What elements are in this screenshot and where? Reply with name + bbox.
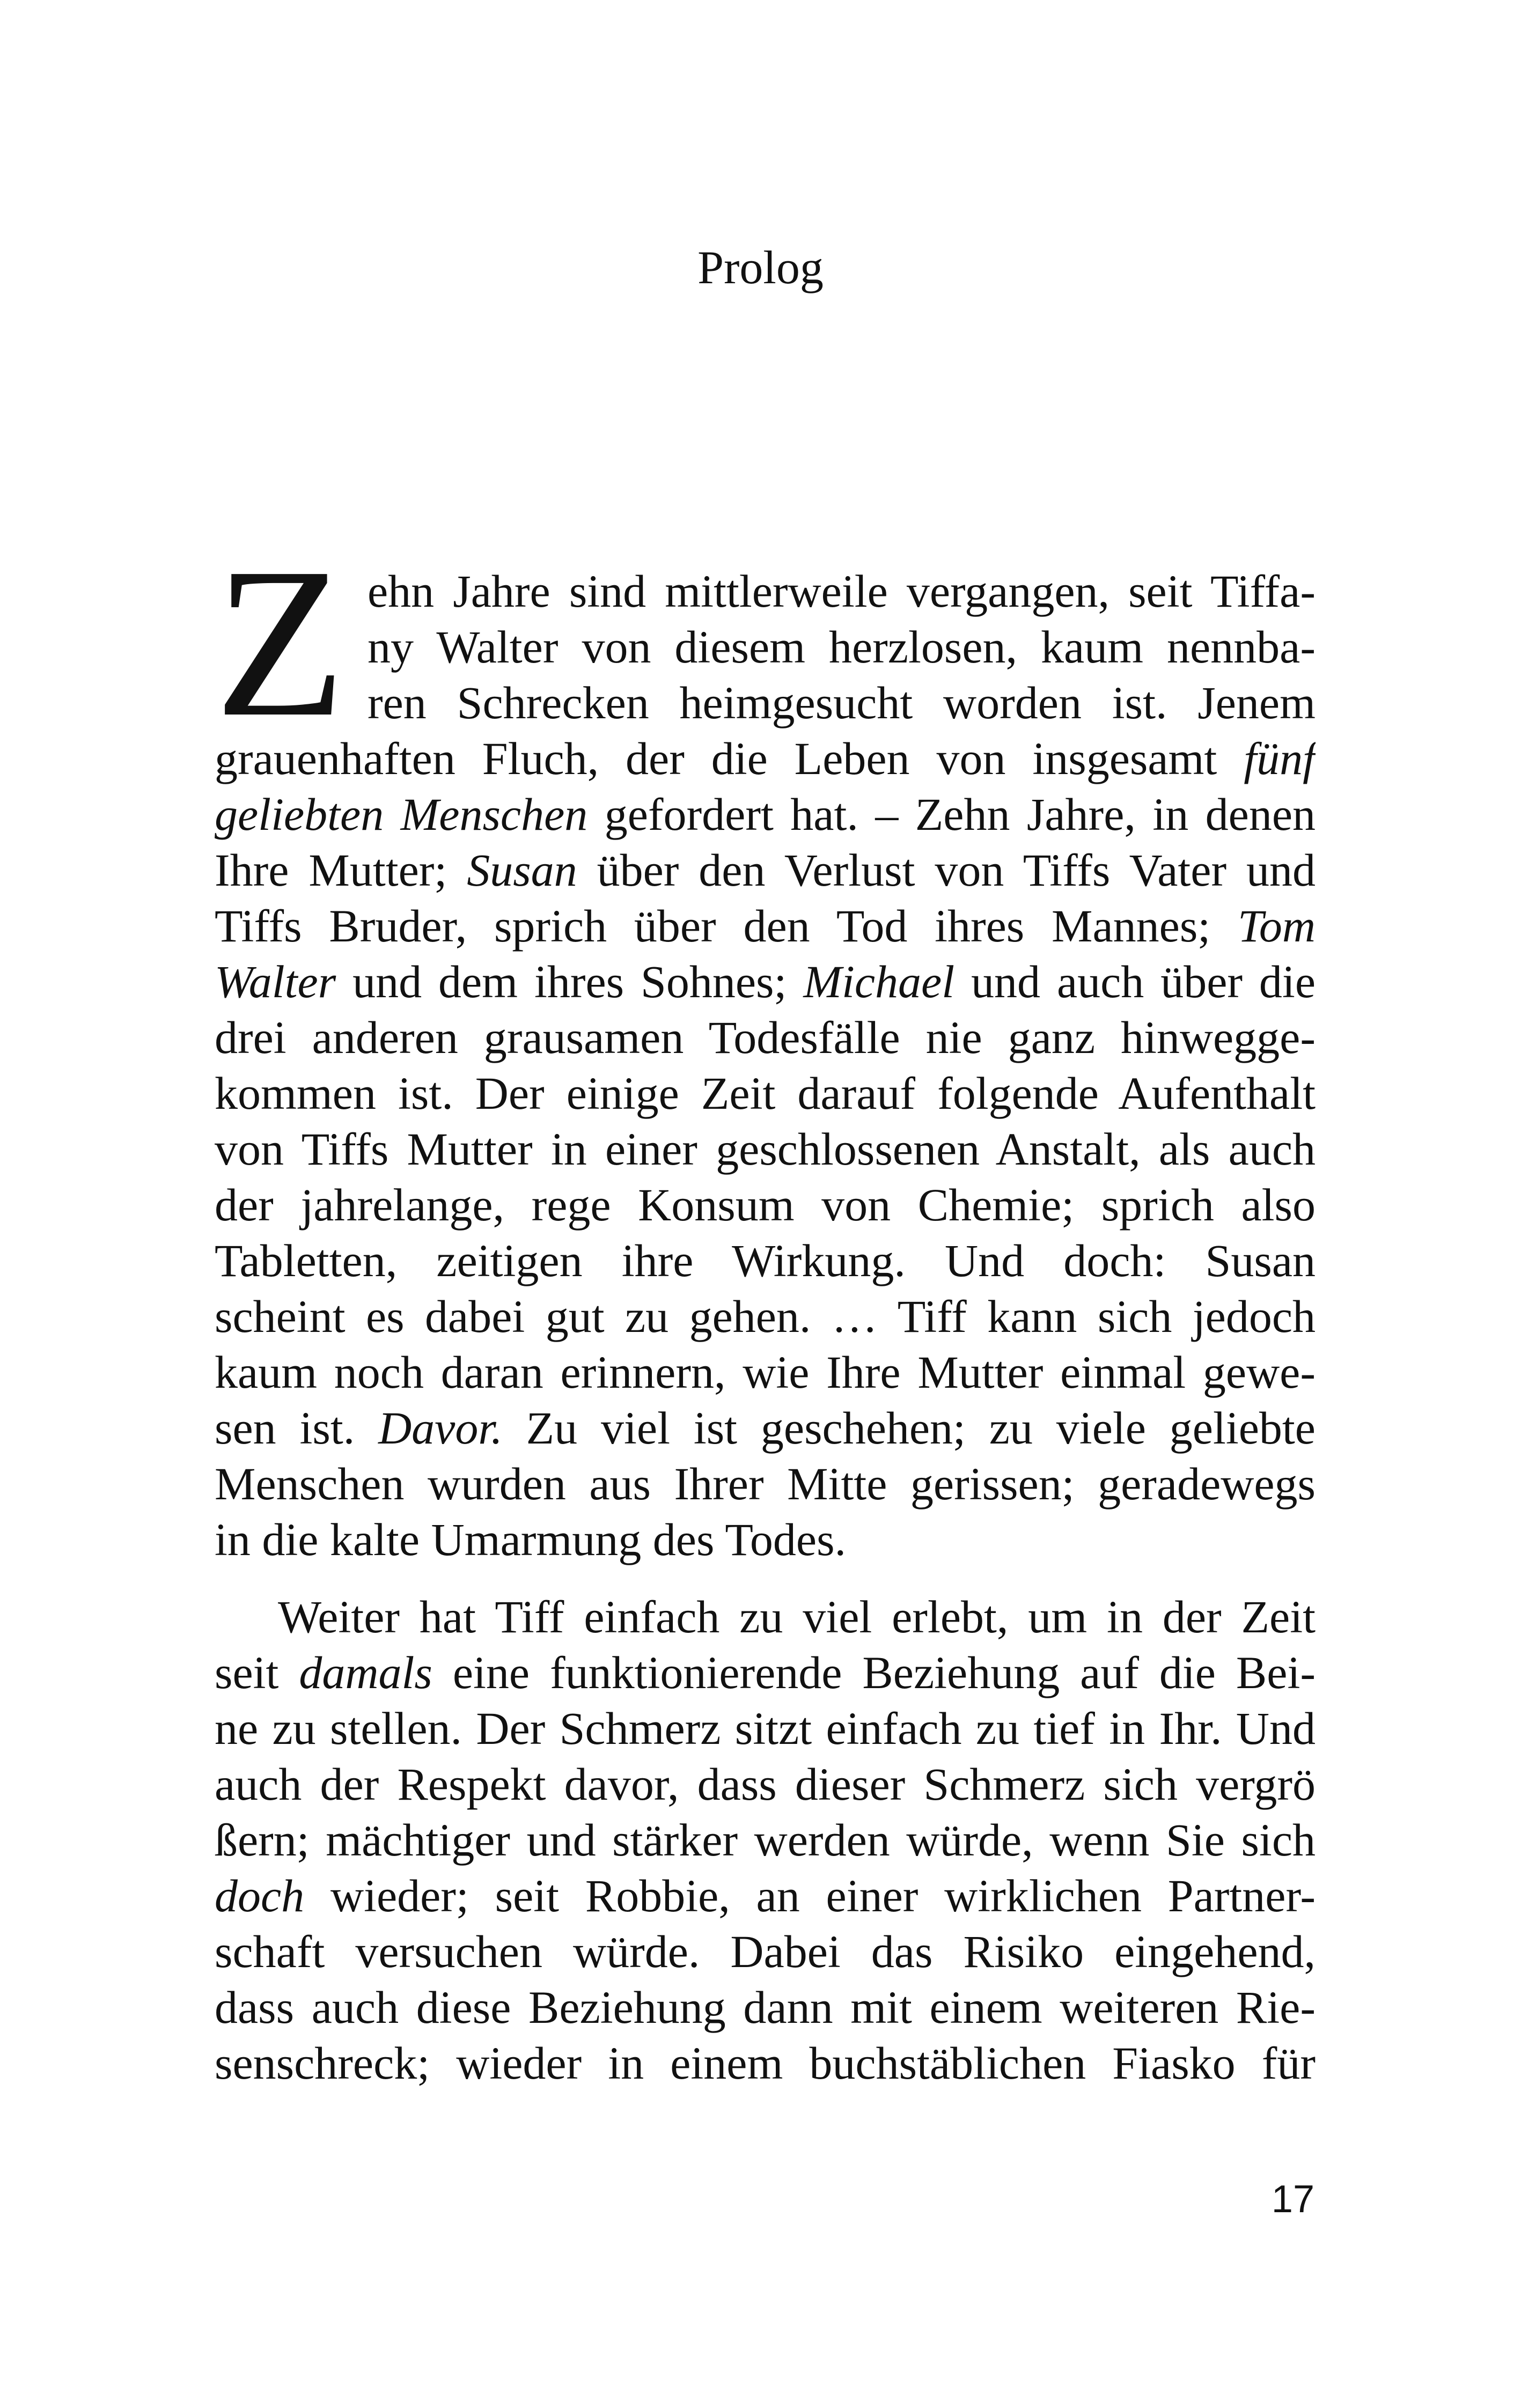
- text-run: schaft versuchen würde. Dabei das Risiko eingehend,: [215, 1926, 1316, 1977]
- text-line: [215, 786, 1316, 842]
- text-run: senschreck; wieder in einem buchstäblichen Fiasko für: [215, 2037, 1316, 2089]
- text-line: [215, 1010, 1316, 1065]
- body-text: [215, 524, 1316, 2091]
- text-line: [215, 1065, 1316, 1121]
- italic-run: Tom: [1237, 900, 1316, 952]
- text-run: ny Walter von diesem herzlosen, kaum nennba-: [368, 621, 1316, 673]
- text-line: [215, 1121, 1316, 1177]
- text-run: Weiter hat Tiff einfach zu viel erlebt, um in der Zeit: [278, 1591, 1316, 1643]
- paragraph-gap: [215, 1567, 1316, 1589]
- text-run: scheint es dabei gut zu gehen. … Tiff kann sich jedoch: [215, 1291, 1316, 1342]
- italic-run: fünf: [1244, 733, 1316, 784]
- text-line: [215, 1233, 1316, 1288]
- text-run: grauenhaften Fluch, der die Leben von insgesamt: [215, 733, 1244, 784]
- text-run: der jahrelange, rege Konsum von Chemie; sprich also: [215, 1179, 1316, 1231]
- text-line: [215, 1812, 1316, 1868]
- text-run: Tabletten, zeitigen ihre Wirkung. Und doch: Susan: [215, 1235, 1316, 1286]
- italic-run: Davor.: [378, 1402, 503, 1454]
- text-line: [215, 619, 1316, 675]
- text-line: [215, 1868, 1316, 1924]
- text-line: [215, 1456, 1316, 1512]
- italic-run: doch: [215, 1870, 305, 1921]
- text-run: dass auch diese Beziehung dann mit einem weiteren Rie-: [215, 1982, 1316, 2033]
- text-line: [215, 954, 1316, 1010]
- text-line: [215, 1177, 1316, 1233]
- text-run: auch der Respekt davor, dass dieser Schmerz sich vergrö: [215, 1758, 1316, 1810]
- text-run: ßern; mächtiger und stärker werden würde, wenn Sie sich: [215, 1814, 1316, 1866]
- text-line: [215, 2035, 1316, 2091]
- text-line: [215, 1400, 1316, 1456]
- italic-run: Michael: [803, 956, 955, 1007]
- italic-run: damals: [299, 1647, 432, 1698]
- text-run: eine funktionierende Beziehung auf die Bei-: [432, 1647, 1316, 1698]
- text-line: [215, 1924, 1316, 1979]
- page-number: 17: [1271, 2178, 1314, 2221]
- text-line: [215, 1756, 1316, 1812]
- text-run: sen ist.: [215, 1402, 379, 1454]
- text-run: ren Schrecken heimgesucht worden ist. Jenem: [368, 677, 1316, 728]
- text-line: [215, 675, 1316, 731]
- text-run: kaum noch daran erinnern, wie Ihre Mutter einmal gewe-: [215, 1346, 1316, 1398]
- text-line: [215, 1589, 1316, 1645]
- text-run: ehn Jahre sind mittlerweile vergangen, seit Tiffa-: [368, 565, 1316, 617]
- text-line: [215, 1979, 1316, 2035]
- text-line: [215, 731, 1316, 786]
- text-line: [215, 1288, 1316, 1344]
- text-run: Ihre Mutter;: [215, 844, 467, 896]
- italic-run: Susan: [467, 844, 577, 896]
- text-run: gefordert hat. – Zehn Jahre, in denen: [587, 789, 1316, 840]
- text-run: von Tiffs Mutter in einer geschlossenen Anstalt, als auch: [215, 1123, 1316, 1175]
- text-run: Zu viel ist geschehen; zu viele geliebte: [502, 1402, 1316, 1454]
- text-run: und auch über die: [954, 956, 1316, 1007]
- text-line: [215, 1512, 1316, 1567]
- text-run: in die kalte Umarmung des Todes.: [215, 1514, 847, 1565]
- text-run: über den Verlust von Tiffs Vater und: [577, 844, 1316, 896]
- text-line: [215, 563, 1316, 619]
- text-run: Menschen wurden aus Ihrer Mitte gerissen; geradewegs: [215, 1458, 1316, 1509]
- text-run: wieder; seit Robbie, an einer wirklichen Partner-: [304, 1870, 1316, 1921]
- text-line: [215, 898, 1316, 954]
- text-line: [215, 842, 1316, 898]
- drop-cap: Z: [215, 524, 346, 761]
- text-run: Tiffs Bruder, sprich über den Tod ihres Mannes;: [215, 900, 1238, 952]
- italic-run: Walter: [215, 956, 336, 1007]
- text-run: ne zu stellen. Der Schmerz sitzt einfach zu tief in Ihr. Und: [215, 1703, 1316, 1754]
- text-run: und dem ihres Sohnes;: [336, 956, 804, 1007]
- text-run: seit: [215, 1647, 299, 1698]
- text-line: [215, 1645, 1316, 1700]
- text-run: kommen ist. Der einige Zeit darauf folgende Aufenthalt: [215, 1067, 1316, 1119]
- chapter-title: Prolog: [697, 242, 824, 294]
- text-line: [215, 1700, 1316, 1756]
- text-line: [215, 1344, 1316, 1400]
- italic-run: geliebten Menschen: [215, 789, 588, 840]
- text-run: drei anderen grausamen Todesfälle nie ganz hinwegge-: [215, 1012, 1316, 1063]
